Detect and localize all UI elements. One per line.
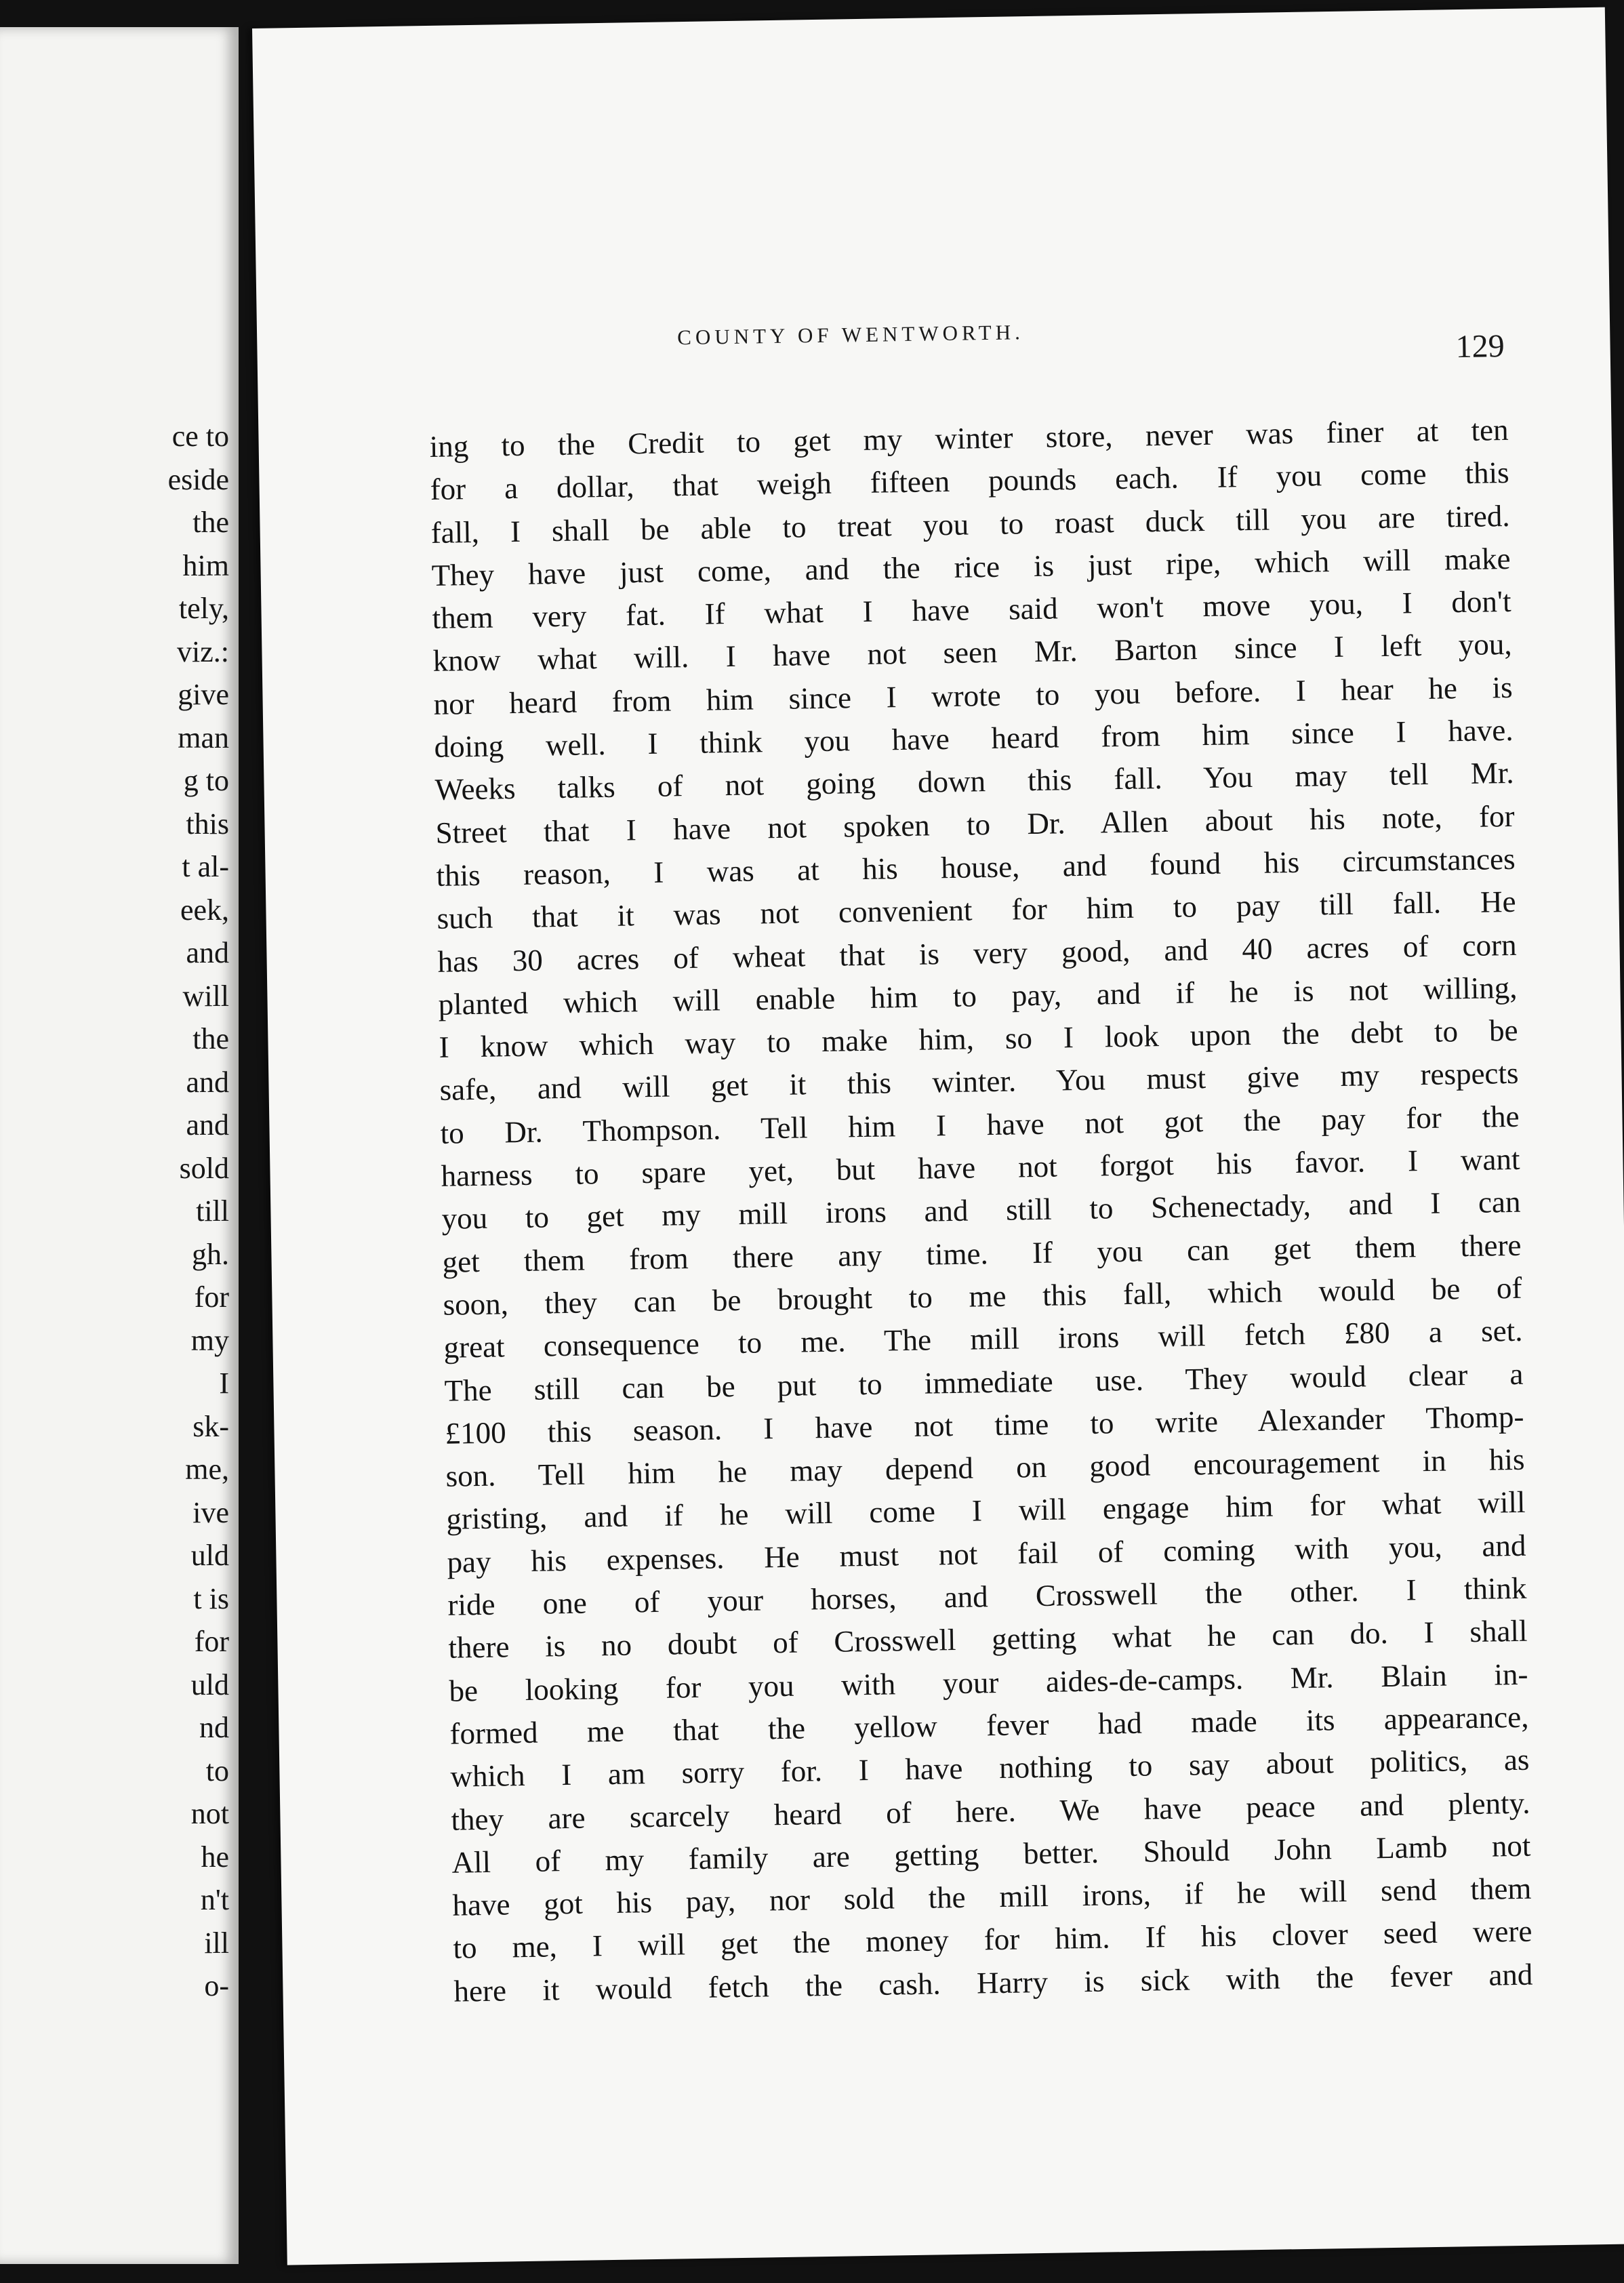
text-line: be looking for you with your aides-de-camps. Mr. Blain in-: [449, 1657, 1528, 1708]
left-line: sk-: [192, 1409, 229, 1443]
text-line: They have just come, and the rice is just ripe, which will make: [431, 541, 1511, 592]
text-line: ing to the Credit to get my winter store, never was finer at ten: [429, 412, 1509, 464]
left-line: this: [186, 807, 229, 841]
left-line: uld: [190, 1668, 229, 1701]
text-line: they are scarcely heard of here. We have peace and plenty.: [451, 1785, 1530, 1837]
text-line: gristing, and if he will come I will engage him for what will: [446, 1485, 1526, 1537]
text-line: them very fat. If what I have said won't move you, I don't: [432, 584, 1511, 636]
left-line: g to: [183, 764, 229, 797]
text-line: harness to spare yet, but have not forgot his favor. I want: [441, 1142, 1520, 1193]
left-line: n't: [200, 1883, 229, 1916]
text-line: to Dr. Thompson. Tell him I have not got the pay for the: [440, 1099, 1520, 1150]
left-page: [0, 27, 239, 2264]
left-line: uld: [190, 1539, 229, 1572]
left-line: and: [186, 1065, 229, 1099]
body-text: [429, 409, 1533, 2013]
left-line: nd: [199, 1711, 229, 1744]
text-line: you to get my mill irons and still to Schenectady, and I can: [441, 1185, 1521, 1236]
left-line: for: [194, 1280, 229, 1314]
text-line: this reason, I was at his house, and found his circumstances: [436, 841, 1516, 893]
left-line: sold: [179, 1151, 229, 1185]
left-line: not: [190, 1797, 229, 1830]
left-page-text: [0, 415, 239, 2008]
running-head: COUNTY OF WENTWORTH.: [676, 320, 1025, 350]
left-line: my: [190, 1323, 229, 1357]
left-line: t al-: [182, 850, 229, 883]
text-line: has 30 acres of wheat that is very good, and 40 acres of corn: [437, 927, 1517, 979]
left-line: for: [194, 1625, 229, 1658]
left-line: t is: [193, 1581, 229, 1615]
left-line: will: [182, 979, 229, 1013]
text-line: doing well. I think you have heard from him since I have.: [434, 712, 1514, 764]
left-line: to: [205, 1754, 229, 1787]
text-line: All of my family are getting better. Should John Lamb not: [451, 1828, 1531, 1880]
text-line: for a dollar, that weigh fifteen pounds each. If you come this: [430, 456, 1509, 507]
text-line: know what will. I have not seen Mr. Barton since I left you,: [432, 627, 1512, 679]
text-line: fall, I shall be able to treat you to roast duck till you are tired.: [430, 498, 1510, 550]
text-line: such that it was not convenient for him to pay till fall. He: [437, 885, 1516, 936]
text-line: soon, they can be brought to me this fall, which would be of: [443, 1270, 1522, 1322]
right-page: [252, 7, 1624, 2265]
text-line: son. Tell him he may depend on good encouragement in his: [445, 1442, 1525, 1493]
text-line: Street that I have not spoken to Dr. Allen about his note, for: [435, 799, 1515, 850]
left-line: gh.: [192, 1237, 229, 1271]
left-line: till: [196, 1194, 229, 1228]
text-line: £100 this season. I have not time to write Alexander Thomp-: [445, 1399, 1524, 1451]
text-line: pay his expenses. He must not fail of coming with you, and: [447, 1528, 1526, 1579]
left-line: me,: [185, 1453, 229, 1486]
left-line: give: [178, 678, 229, 711]
text-line: here it would fetch the cash. Harry is sick with the fever and: [453, 1957, 1533, 2008]
text-line: formed me that the yellow fever had made its appearance,: [449, 1699, 1529, 1751]
left-line: and: [186, 1108, 229, 1142]
text-line: great consequence to me. The mill irons will fetch £80 a set.: [443, 1314, 1523, 1365]
text-line: to me, I will get the money for him. If his clover seed were: [453, 1914, 1532, 1966]
text-line: I know which way to make him, so I look upon the debt to be: [439, 1013, 1518, 1065]
left-line: tely,: [178, 592, 229, 625]
left-line: ive: [192, 1495, 229, 1529]
left-line: ill: [204, 1926, 229, 1960]
left-line: and: [186, 936, 229, 969]
text-line: have got his pay, nor sold the mill irons, if he will send them: [452, 1871, 1532, 1922]
left-line: eek,: [180, 893, 229, 927]
text-line: safe, and will get it this winter. You must give my respects: [439, 1056, 1519, 1108]
text-line: ride one of your horses, and Crosswell the other. I think: [447, 1571, 1527, 1622]
left-line: ce to: [171, 420, 229, 453]
text-line: there is no doubt of Crosswell getting what he can do. I shall: [448, 1614, 1528, 1665]
text-line: The still can be put to immediate use. They would clear a: [444, 1356, 1524, 1408]
left-line: man: [178, 721, 229, 754]
left-line: the: [192, 1022, 229, 1055]
page-number: 129: [1455, 328, 1505, 365]
text-line: Weeks talks of not going down this fall. You may tell Mr.: [434, 756, 1514, 807]
left-line: he: [201, 1840, 229, 1874]
left-line: him: [182, 548, 229, 582]
text-line: planted which will enable him to pay, and if he is not willing,: [438, 970, 1518, 1022]
left-line: o-: [204, 1969, 229, 2002]
left-line: I: [219, 1367, 229, 1400]
text-line: nor heard from him since I wrote to you before. I hear he is: [433, 670, 1513, 721]
left-line: the: [192, 506, 229, 539]
left-line: viz.:: [177, 634, 229, 668]
text-line: get them from there any time. If you can get them there: [442, 1228, 1522, 1279]
text-line: which I am sorry for. I have nothing to say about politics, as: [450, 1742, 1530, 1794]
left-line: eside: [167, 462, 229, 496]
